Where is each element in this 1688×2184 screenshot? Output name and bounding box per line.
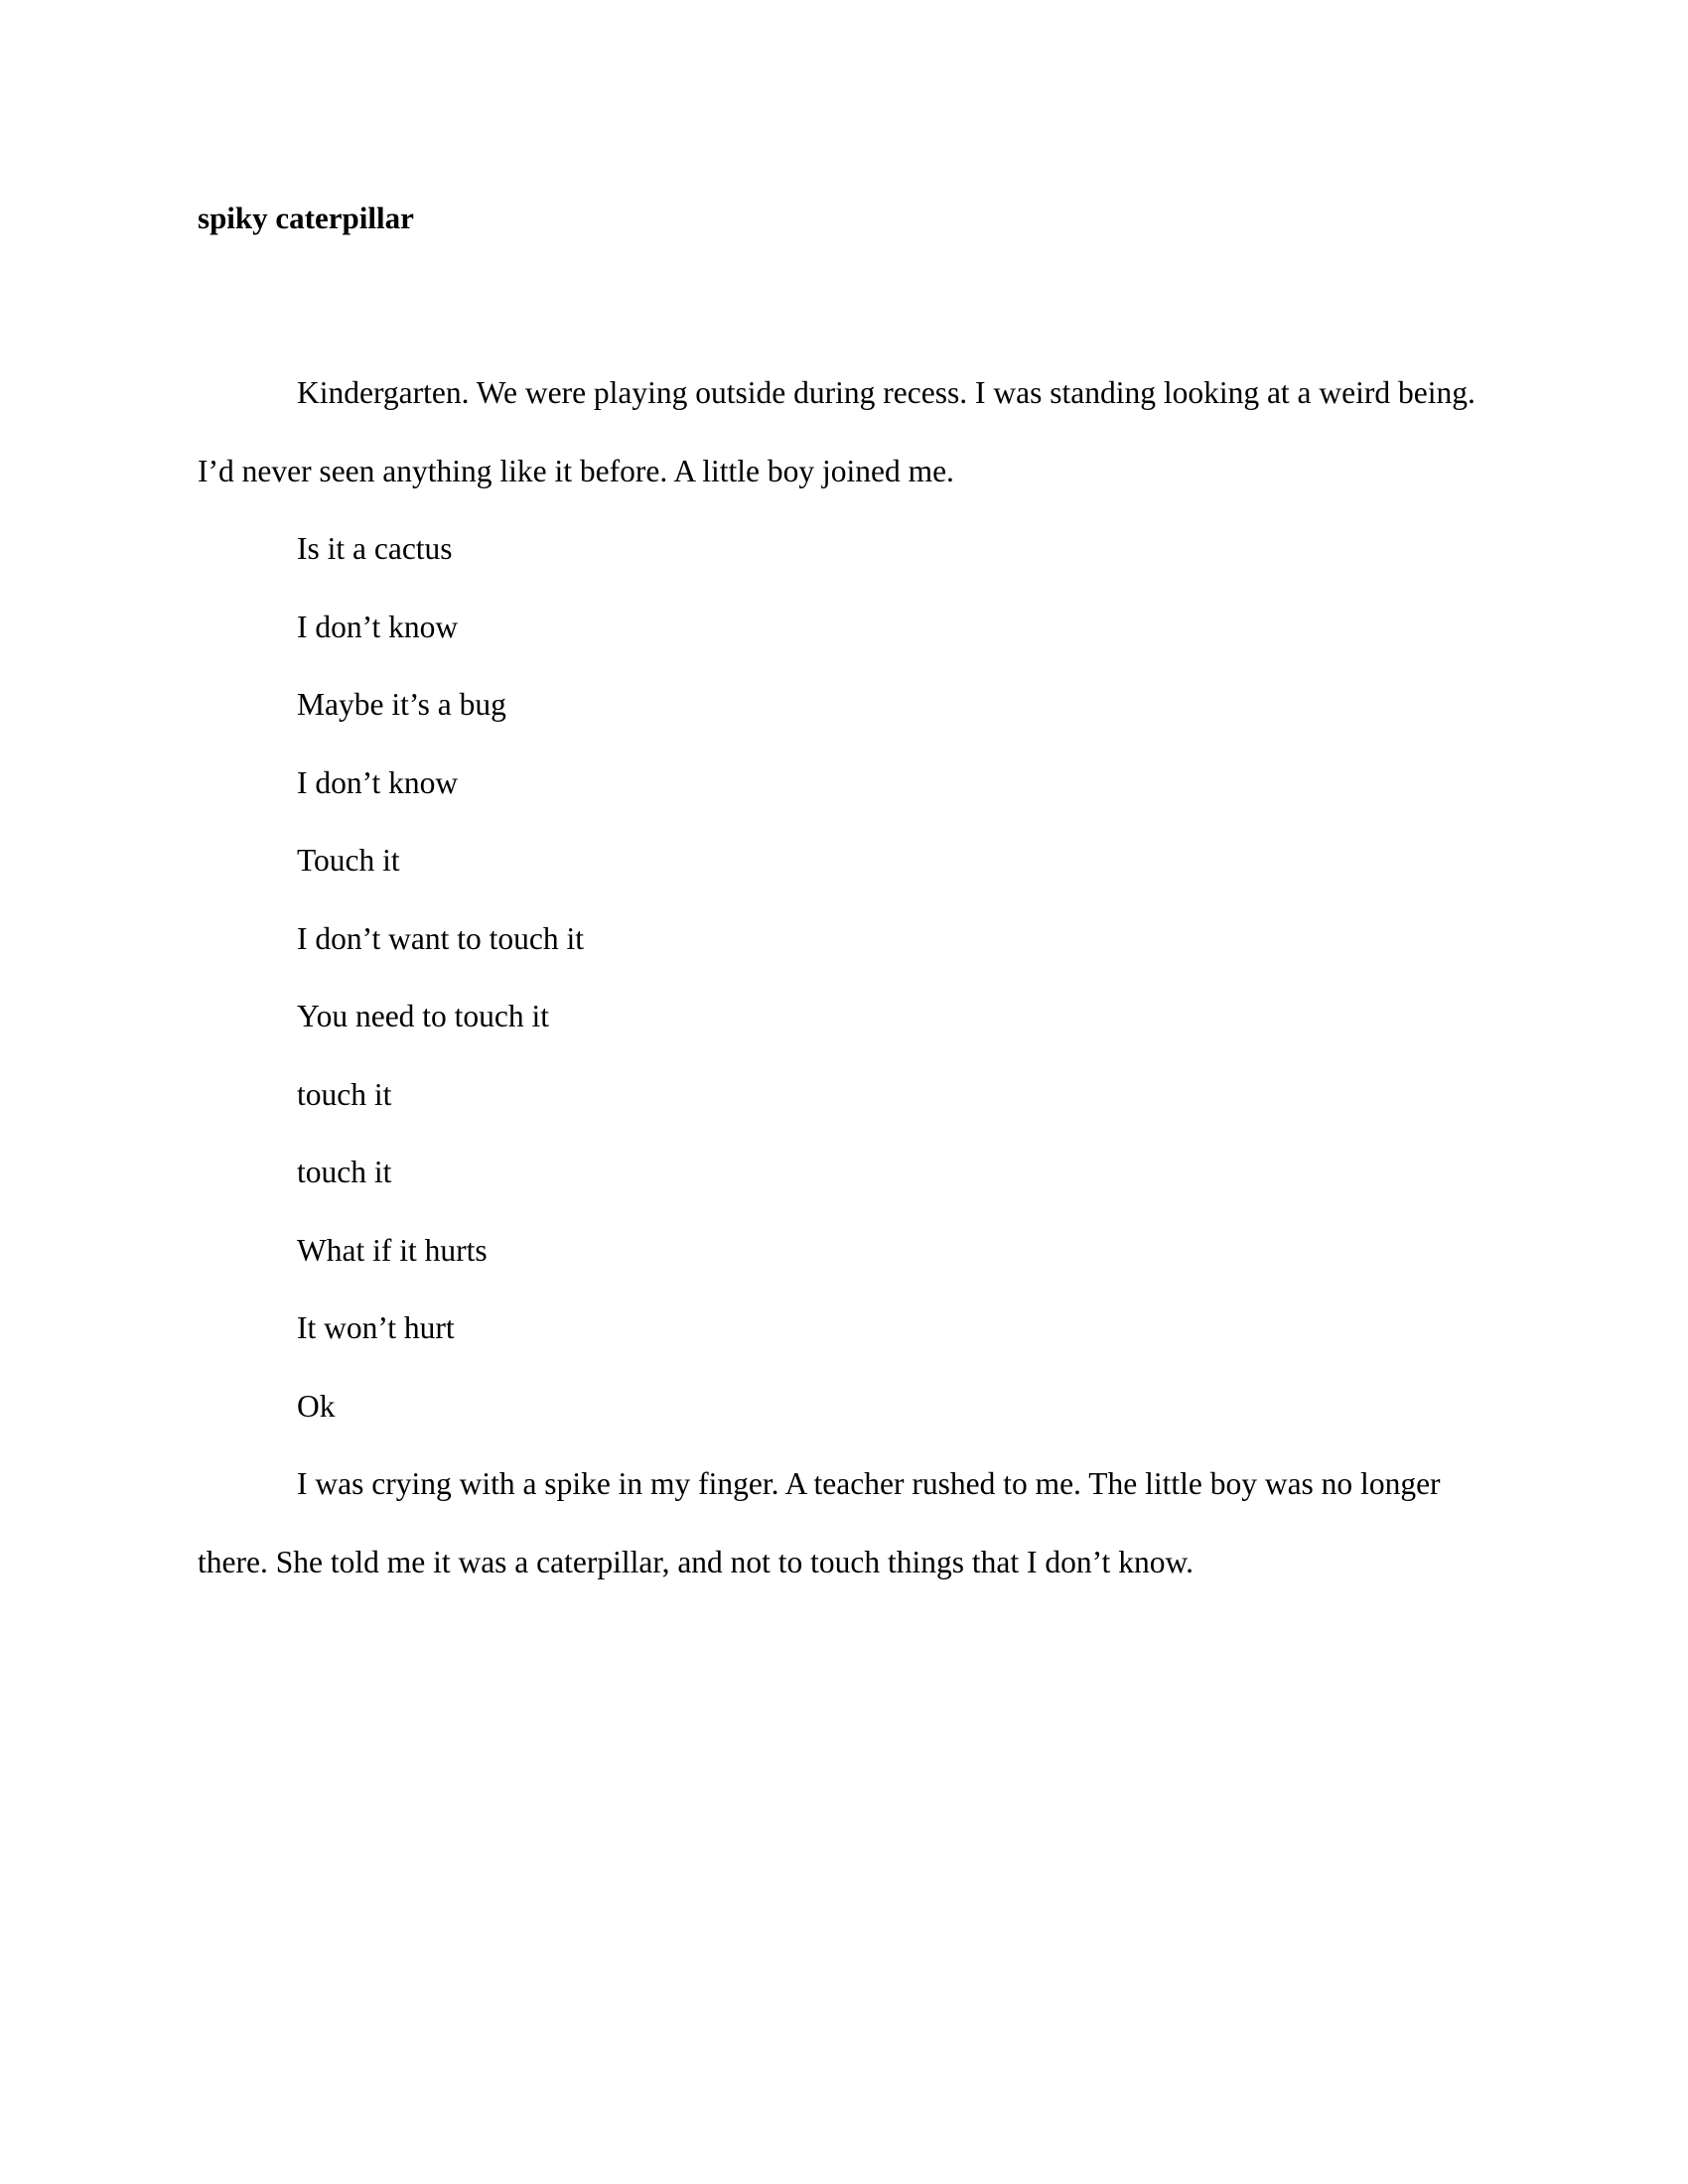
- dialogue-line: touch it: [297, 1155, 392, 1189]
- dialogue-line: touch it: [297, 1076, 392, 1112]
- dialogue-line: I don’t want to touch it: [297, 920, 585, 956]
- dialogue-line: Is it a cactus: [297, 531, 453, 566]
- dialogue-line: I don’t know: [297, 609, 459, 644]
- dialogue-line: Maybe it’s a bug: [297, 687, 506, 722]
- dialogue-line: You need to touch it: [297, 999, 550, 1033]
- dialogue-line: I don’t know: [297, 764, 459, 800]
- opening-paragraph: Kindergarten. We were playing outside during recess. I was standing looking at a weird being. I’d never seen anything like it before. A little boy joined me.: [198, 375, 1476, 488]
- document-body: [198, 354, 1490, 1601]
- dialogue-line: It won’t hurt: [297, 1310, 455, 1345]
- dialogue-line: Ok: [297, 1388, 336, 1424]
- dialogue-line: Touch it: [297, 843, 400, 878]
- dialogue-line: What if it hurts: [297, 1232, 488, 1268]
- closing-paragraph: I was crying with a spike in my finger. A teacher rushed to me. The little boy was no longer there. She told me it was a caterpillar, and not to touch things that I don’t know.: [198, 1466, 1441, 1579]
- document-title: spiky caterpillar: [198, 201, 414, 235]
